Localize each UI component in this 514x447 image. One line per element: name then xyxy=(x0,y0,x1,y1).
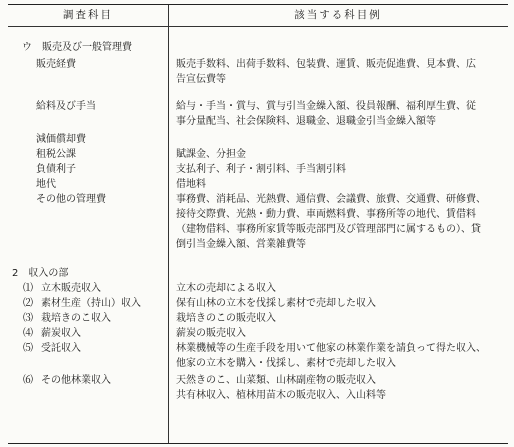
row-example-line: 薪炭の販売収入 xyxy=(176,328,246,339)
row-example-line: 栽培きのこの販売収入 xyxy=(176,313,276,324)
row-label: 薪炭収入 xyxy=(41,328,81,339)
row-label: 栽培きのこ収入 xyxy=(41,313,111,324)
header-survey-account: 調査科目 xyxy=(63,9,113,21)
row-label: その他林業収入 xyxy=(41,375,111,386)
column-divider xyxy=(168,5,169,443)
row-label: 地代 xyxy=(36,179,56,190)
row-example-line: 立木の売却による収入 xyxy=(176,283,276,294)
row-example-line: 接待交際費、光熱・動力費、車両燃料費、事務所等の地代、賃借料 xyxy=(176,209,476,220)
row-example-line: 給与・手当・賞与、賞与引当金繰入額、役員報酬、福利厚生費、従 xyxy=(176,101,476,112)
row-example-line: 事務費、消耗品、光熱費、通信費、会議費、旅費、交通費、研修費、 xyxy=(176,194,486,205)
row-label: 立木販売収入 xyxy=(41,283,101,294)
section-heading-sales-admin: ウ 販売及び一般管理費 xyxy=(22,42,132,53)
row-number: ⑶ xyxy=(23,313,33,324)
table-header xyxy=(8,5,508,27)
row-example-line: 林業機械等の生産手段を用いて他家の林業作業を請負って得た収入、 xyxy=(176,343,486,354)
section-heading-income: 2 収入の部 xyxy=(12,268,69,279)
row-example-line: 共有林収入、植林用苗木の販売収入、入山料等 xyxy=(176,390,386,401)
row-number: ⑷ xyxy=(23,328,33,339)
account-table xyxy=(8,4,508,444)
row-label: 減価償却費 xyxy=(36,134,86,145)
row-example-line: 支払利子、利子・割引料、手当割引料 xyxy=(176,164,346,175)
row-example-line: 賦課金、分担金 xyxy=(176,149,246,160)
row-label: 租税公課 xyxy=(36,149,76,160)
row-label: 給料及び手当 xyxy=(36,101,96,112)
row-label: その他の管理費 xyxy=(36,194,106,205)
row-example-line: 倒引当金繰入額、営業雑費等 xyxy=(176,239,306,250)
row-example-line: 他家の立木を購入・伐採し、素材で売却した収入 xyxy=(176,358,396,369)
row-example-line: 保有山林の立木を伐採し素材で売却した収入 xyxy=(176,298,376,309)
row-label: 受託収入 xyxy=(41,343,81,354)
row-example-line: 借地料 xyxy=(176,179,206,190)
row-label: 素材生産（持山）収入 xyxy=(41,298,141,309)
row-example-line: 販売手数料、出荷手数料、包装費、運賃、販売促進費、見本費、広 xyxy=(176,59,476,70)
row-number: ⑸ xyxy=(23,343,33,354)
row-example-line: 告宣伝費等 xyxy=(176,74,226,85)
row-number: ⑴ xyxy=(23,283,33,294)
row-number: ⑹ xyxy=(23,375,33,386)
row-example-line: （建物借料、事務所家賃等販売部門及び管理部門に属するもの）、貸 xyxy=(176,224,481,235)
row-example-line: 天然きのこ、山菜類、山林副産物の販売収入 xyxy=(176,375,376,386)
row-example-line: 事分量配当、社会保険料、退職金、退職金引当金繰入額等 xyxy=(176,116,436,127)
row-label: 負債利子 xyxy=(36,164,76,175)
row-label: 販売経費 xyxy=(36,59,76,70)
row-number: ⑵ xyxy=(23,298,33,309)
header-example-accounts: 該当する科目例 xyxy=(294,9,382,21)
